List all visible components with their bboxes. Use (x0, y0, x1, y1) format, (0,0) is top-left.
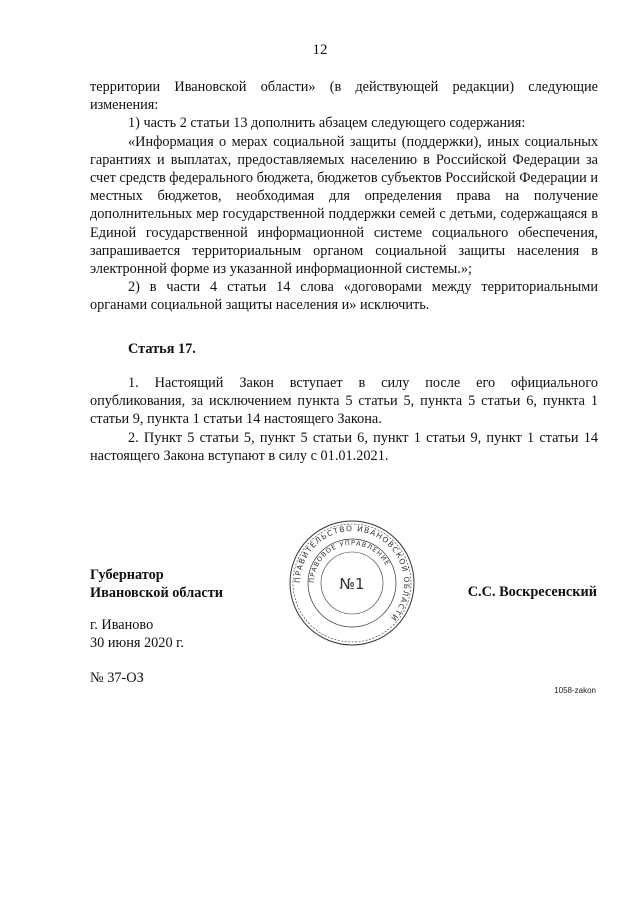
document-code: 1058-zakon (554, 686, 596, 695)
signatory-title-line1: Губернатор (90, 567, 164, 583)
law-number: № 37-ОЗ (90, 670, 144, 686)
seal-number: №1 (339, 575, 365, 593)
place: г. Иваново (90, 617, 154, 633)
date: 30 июня 2020 г. (90, 635, 184, 651)
official-seal (287, 518, 417, 648)
paragraph-item-1: 1) часть 2 статьи 13 дополнить абзацем следующего содержания: (128, 115, 526, 132)
article-paragraph-1: 1. Настоящий Закон вступает в силу после его официального опубликования, за исключением пункта 5 статьи 5, пункта 5 статьи 6, пункта 1 статьи 9, пункта 1 статьи 14 настоящего Закона. (90, 375, 598, 428)
article-heading: Статья 17. (128, 341, 196, 357)
paragraph-intro: территории Ивановской области» (в действующей редакции) следующие изменения: (90, 79, 598, 114)
article-text (90, 374, 598, 465)
body-text (90, 78, 598, 315)
place-and-date (90, 616, 184, 652)
signatory-title (90, 566, 223, 602)
paragraph-item-2: 2) в части 4 статьи 14 слова «договорами между территориальными органами социальной защиты населения и» исключить. (90, 279, 598, 314)
page-number: 12 (312, 42, 328, 58)
signatory-title-line2: Ивановской области (90, 585, 223, 601)
paragraph-quote: «Информация о мерах социальной защиты (поддержки), иных социальных гарантиях и выплатах, предоставляемых населению в Российской Федерации за счет средств федерального бюджета, бюджетов субъектов Российской Федерации и местных бюджетов, необходимая для определения права на получение дополнительных мер государственной поддержки семей с детьми, содержащаяся в Единой государственной информационной системе социального обеспечения, запрашивается территориальным органом социальной защиты населения в электронной форме из указанной информационной системы.»; (90, 133, 598, 278)
seal-outer-text: ПРАВИТЕЛЬСТВО ИВАНОВСКОЙ ОБЛАСТИ (292, 523, 412, 624)
article-paragraph-2: 2. Пункт 5 статьи 5, пункт 5 статьи 6, пункт 1 статьи 9, пункт 1 статьи 14 настоящего Закона вступают в силу с 01.01.2021. (90, 429, 598, 464)
signatory-name: С.С. Воскресенский (467, 584, 597, 600)
seal-inner-text: ПРАВОВОЕ УПРАВЛЕНИЕ (307, 538, 392, 584)
